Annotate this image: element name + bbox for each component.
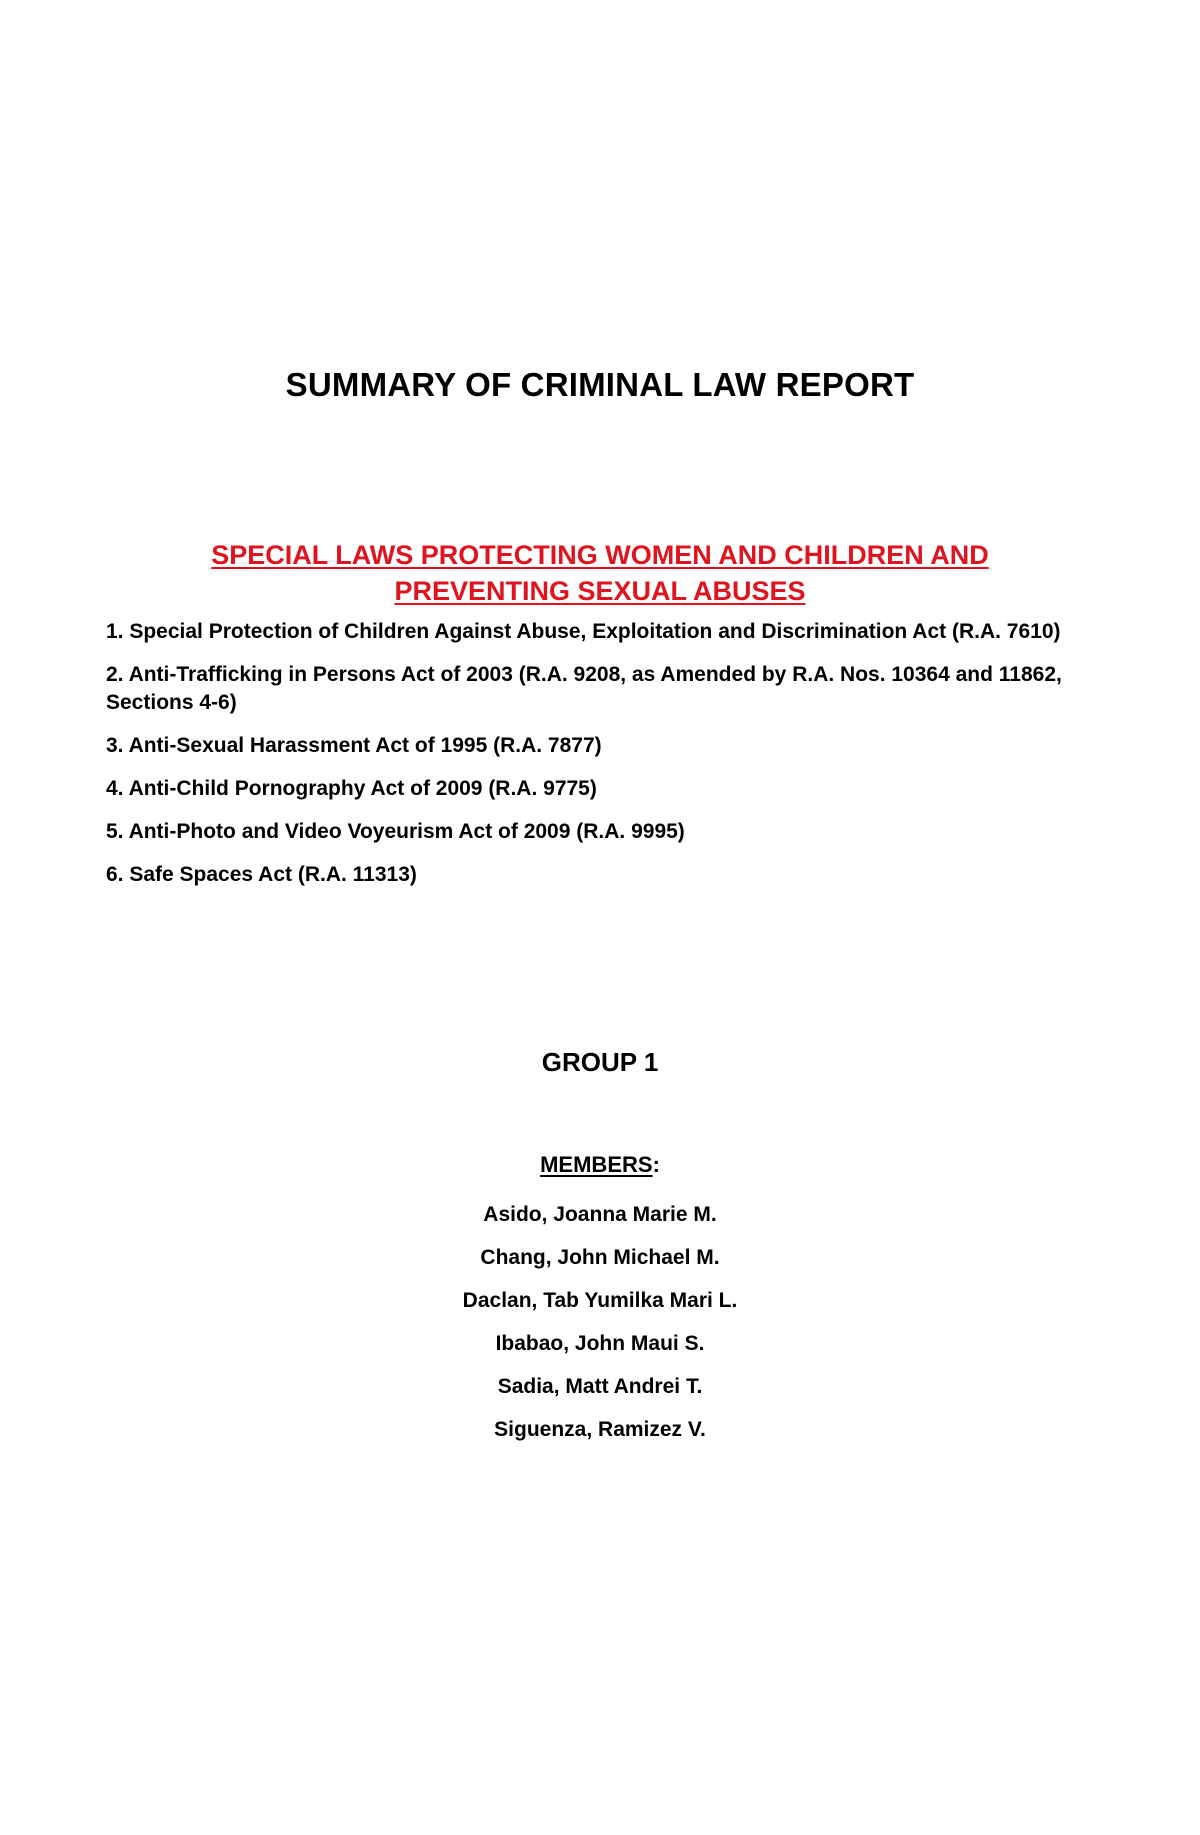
member-list <box>0 1193 1200 1451</box>
section-heading: SPECIAL LAWS PROTECTING WOMEN AND CHILDREN AND PREVENTING SEXUAL ABUSES <box>211 540 989 606</box>
law-item: 5. Anti-Photo and Video Voyeurism Act of 2009 (R.A. 9995) <box>106 820 685 843</box>
member-name: Chang, John Michael M. <box>480 1246 720 1269</box>
law-list <box>106 618 1106 904</box>
report-title: SUMMARY OF CRIMINAL LAW REPORT <box>285 366 915 403</box>
member-name: Sadia, Matt Andrei T. <box>497 1375 703 1398</box>
group-title: GROUP 1 <box>541 1047 659 1077</box>
members-heading <box>0 1152 1200 1178</box>
members-label: MEMBERS <box>540 1152 653 1177</box>
law-item: 1. Special Protection of Children Against Abuse, Exploitation and Discrimination Act (R.A. 7610) <box>106 620 1061 643</box>
law-item: 2. Anti-Trafficking in Persons Act of 2003 (R.A. 9208, as Amended by R.A. Nos. 10364 and 11862, Sections 4-6) <box>106 663 1062 714</box>
members-colon: : <box>652 1152 660 1177</box>
member-name: Daclan, Tab Yumilka Mari L. <box>462 1289 738 1312</box>
member-name: Siguenza, Ramizez V. <box>494 1418 706 1441</box>
law-item: 6. Safe Spaces Act (R.A. 11313) <box>106 863 417 886</box>
member-name: Ibabao, John Maui S. <box>495 1332 705 1355</box>
member-name: Asido, Joanna Marie M. <box>483 1203 717 1226</box>
law-item: 4. Anti-Child Pornography Act of 2009 (R.A. 9775) <box>106 777 597 800</box>
law-item: 3. Anti-Sexual Harassment Act of 1995 (R.A. 7877) <box>106 734 602 757</box>
